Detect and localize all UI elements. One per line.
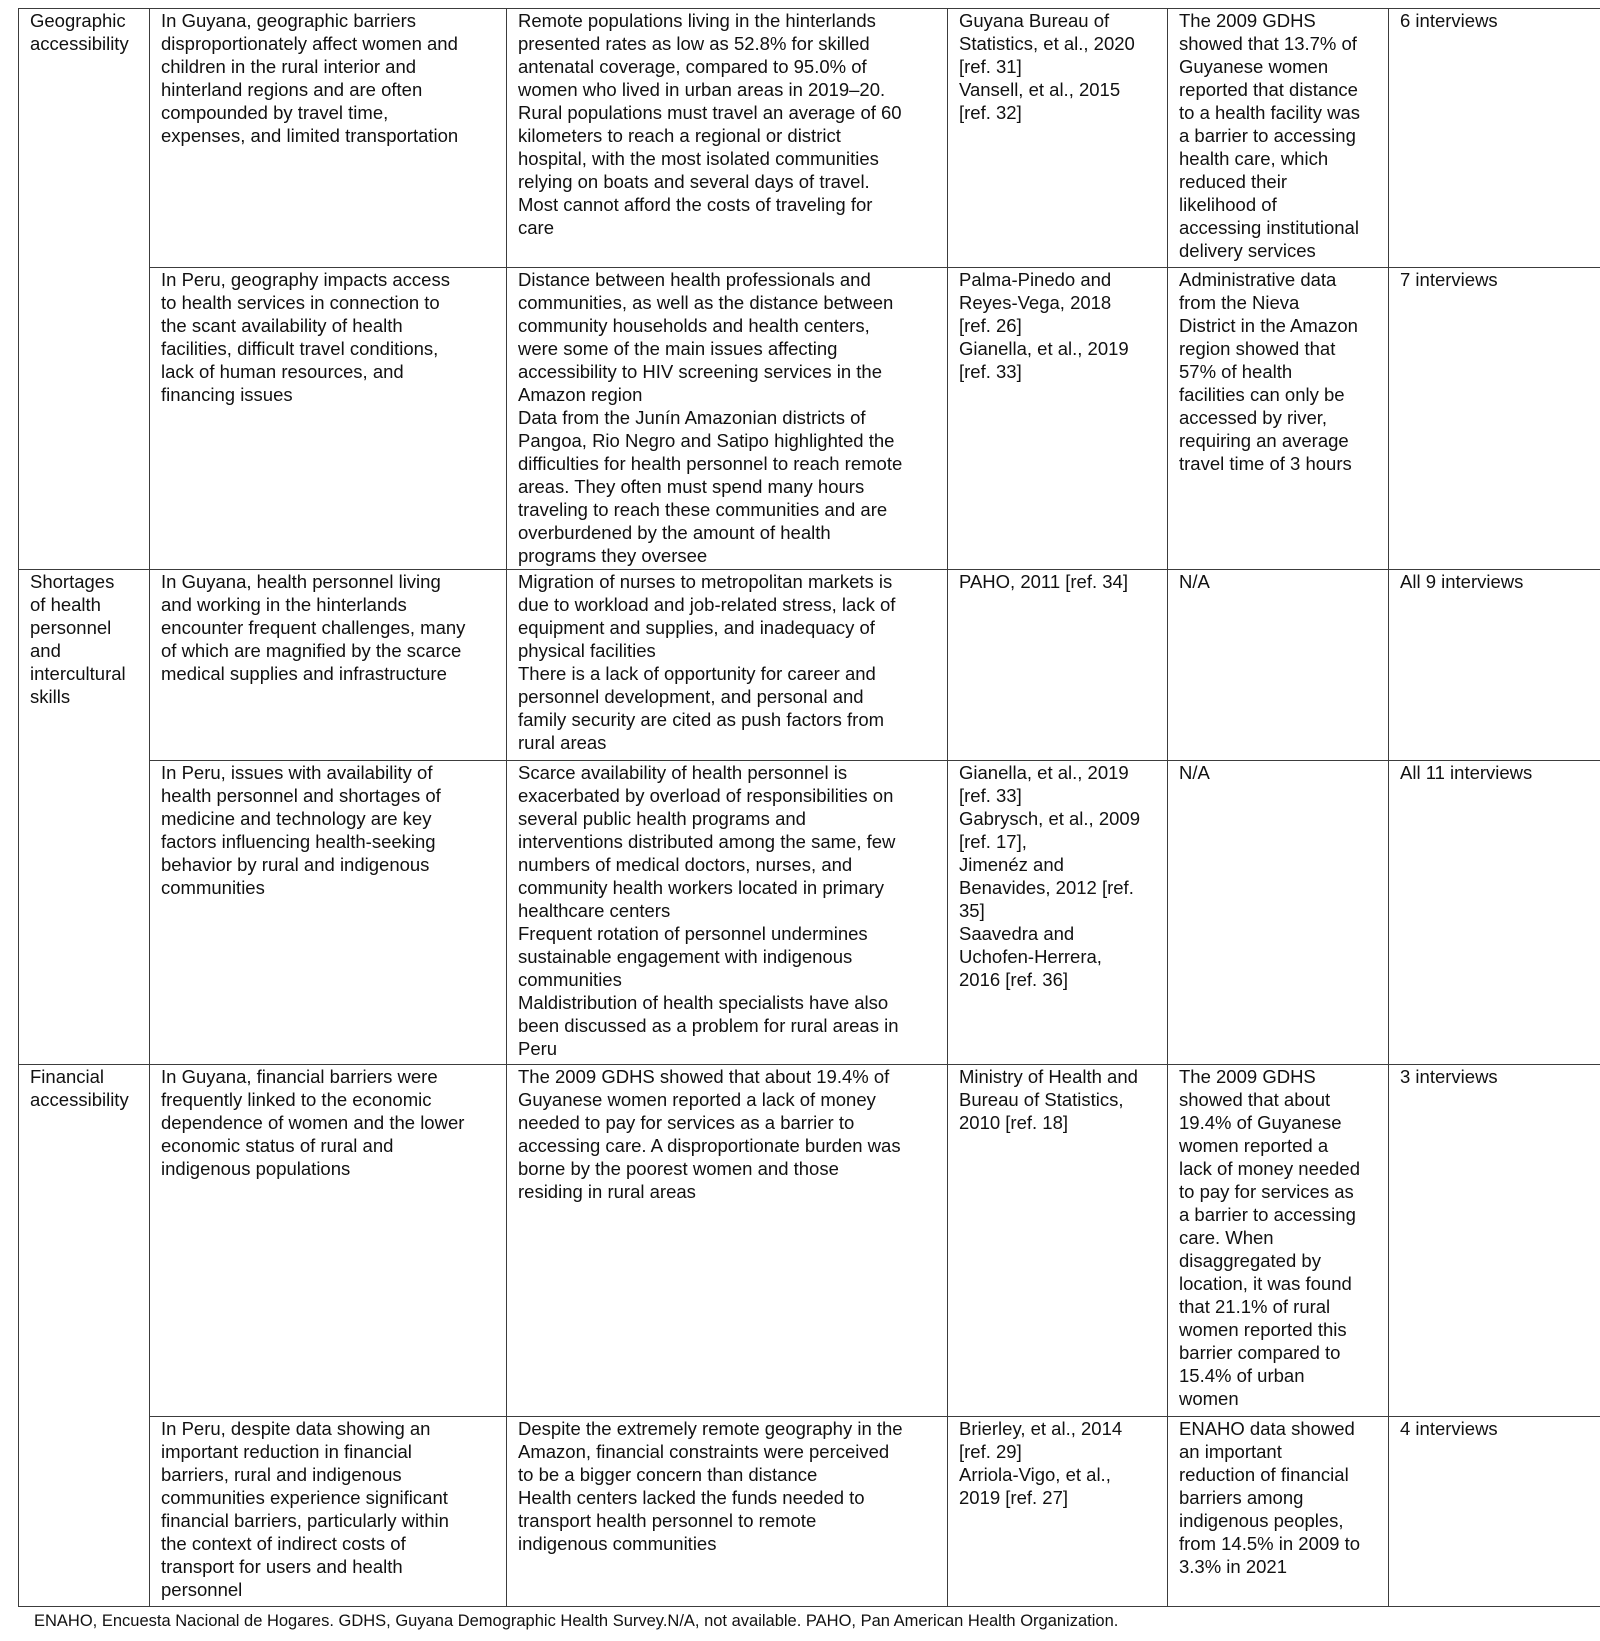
finding-cell: In Peru, issues with availability of health personnel and shortages of medicine and technology are key factors influencing health-seeking behavior by rural and indigenous communities (150, 761, 507, 1065)
category-cell: Shortages of health personnel and intercultural skills (19, 570, 150, 1065)
interviews-cell: 7 interviews (1389, 268, 1600, 570)
table-row (19, 9, 1600, 268)
category-cell: Financial accessibility (19, 1065, 150, 1607)
barriers-table (18, 8, 1600, 1607)
sources-cell: PAHO, 2011 [ref. 34] (948, 570, 1168, 761)
quantitative-cell: The 2009 GDHS showed that about 19.4% of Guyanese women reported a lack of money needed to pay for services as a barrier to accessing care. When disaggregated by location, it was found that 21.1% of rural women reported this barrier compared to 15.4% of urban women (1168, 1065, 1389, 1417)
interviews-cell: 4 interviews (1389, 1417, 1600, 1607)
sources-cell: Ministry of Health and Bureau of Statistics, 2010 [ref. 18] (948, 1065, 1168, 1417)
quantitative-cell: The 2009 GDHS showed that 13.7% of Guyanese women reported that distance to a health facility was a barrier to accessing health care, which reduced their likelihood of accessing institutional delivery services (1168, 9, 1389, 268)
sources-cell: Gianella, et al., 2019 [ref. 33] Gabrysch, et al., 2009 [ref. 17], Jimenéz and Benavides, 2012 [ref. 35] Saavedra and Uchofen-Herrera, 2016 [ref. 36] (948, 761, 1168, 1065)
quantitative-cell: ENAHO data showed an important reduction of financial barriers among indigenous peoples, from 14.5% in 2009 to 3.3% in 2021 (1168, 1417, 1389, 1607)
category-cell: Geographic accessibility (19, 9, 150, 570)
table-footnote: ENAHO, Encuesta Nacional de Hogares. GDHS, Guyana Demographic Health Survey.N/A, not available. PAHO, Pan American Health Organization. (34, 1612, 1119, 1630)
finding-cell: In Peru, despite data showing an important reduction in financial barriers, rural and indigenous communities experience significant financial barriers, particularly within the context of indirect costs of transport for users and health personnel (150, 1417, 507, 1607)
evidence-cell: Despite the extremely remote geography in the Amazon, financial constraints were perceived to be a bigger concern than distance Health centers lacked the funds needed to transport health personnel to remote indigenous communities (507, 1417, 948, 1607)
evidence-cell: Distance between health professionals and communities, as well as the distance between community households and health centers, were some of the main issues affecting accessibility to HIV screening services in the Amazon region Data from the Junín Amazonian districts of Pangoa, Rio Negro and Satipo highlighted the difficulties for health personnel to reach remote areas. They often must spend many hours traveling to reach these communities and are overburdened by the amount of health programs they oversee (507, 268, 948, 570)
evidence-cell: The 2009 GDHS showed that about 19.4% of Guyanese women reported a lack of money needed to pay for services as a barrier to accessing care. A disproportionate burden was borne by the poorest women and those residing in rural areas (507, 1065, 948, 1417)
quantitative-cell: N/A (1168, 570, 1389, 761)
interviews-cell: All 9 interviews (1389, 570, 1600, 761)
evidence-cell: Migration of nurses to metropolitan markets is due to workload and job-related stress, lack of equipment and supplies, and inadequacy of physical facilities There is a lack of opportunity for career and personnel development, and personal and family security are cited as push factors from rural areas (507, 570, 948, 761)
interviews-cell: 6 interviews (1389, 9, 1600, 268)
table-row (19, 1065, 1600, 1417)
interviews-cell: 3 interviews (1389, 1065, 1600, 1417)
interviews-cell: All 11 interviews (1389, 761, 1600, 1065)
finding-cell: In Guyana, financial barriers were frequently linked to the economic dependence of women and the lower economic status of rural and indigenous populations (150, 1065, 507, 1417)
quantitative-cell: N/A (1168, 761, 1389, 1065)
table-row (19, 570, 1600, 761)
finding-cell: In Guyana, health personnel living and working in the hinterlands encounter frequent challenges, many of which are magnified by the scarce medical supplies and infrastructure (150, 570, 507, 761)
evidence-cell: Scarce availability of health personnel is exacerbated by overload of responsibilities on several public health programs and interventions distributed among the same, few numbers of medical doctors, nurses, and community health workers located in primary healthcare centers Frequent rotation of personnel undermines sustainable engagement with indigenous communities Maldistribution of health specialists have also been discussed as a problem for rural areas in Peru (507, 761, 948, 1065)
quantitative-cell: Administrative data from the Nieva District in the Amazon region showed that 57% of health facilities can only be accessed by river, requiring an average travel time of 3 hours (1168, 268, 1389, 570)
table-row (19, 761, 1600, 1065)
table-row (19, 268, 1600, 570)
sources-cell: Guyana Bureau of Statistics, et al., 2020 [ref. 31] Vansell, et al., 2015 [ref. 32] (948, 9, 1168, 268)
sources-cell: Palma-Pinedo and Reyes-Vega, 2018 [ref. 26] Gianella, et al., 2019 [ref. 33] (948, 268, 1168, 570)
sources-cell: Brierley, et al., 2014 [ref. 29] Arriola-Vigo, et al., 2019 [ref. 27] (948, 1417, 1168, 1607)
evidence-cell: Remote populations living in the hinterlands presented rates as low as 52.8% for skilled antenatal coverage, compared to 95.0% of women who lived in urban areas in 2019–20. Rural populations must travel an average of 60 kilometers to reach a regional or district hospital, with the most isolated communities relying on boats and several days of travel. Most cannot afford the costs of traveling for care (507, 9, 948, 268)
finding-cell: In Peru, geography impacts access to health services in connection to the scant availability of health facilities, difficult travel conditions, lack of human resources, and financing issues (150, 268, 507, 570)
finding-cell: In Guyana, geographic barriers disproportionately affect women and children in the rural interior and hinterland regions and are often compounded by travel time, expenses, and limited transportation (150, 9, 507, 268)
table-row (19, 1417, 1600, 1607)
